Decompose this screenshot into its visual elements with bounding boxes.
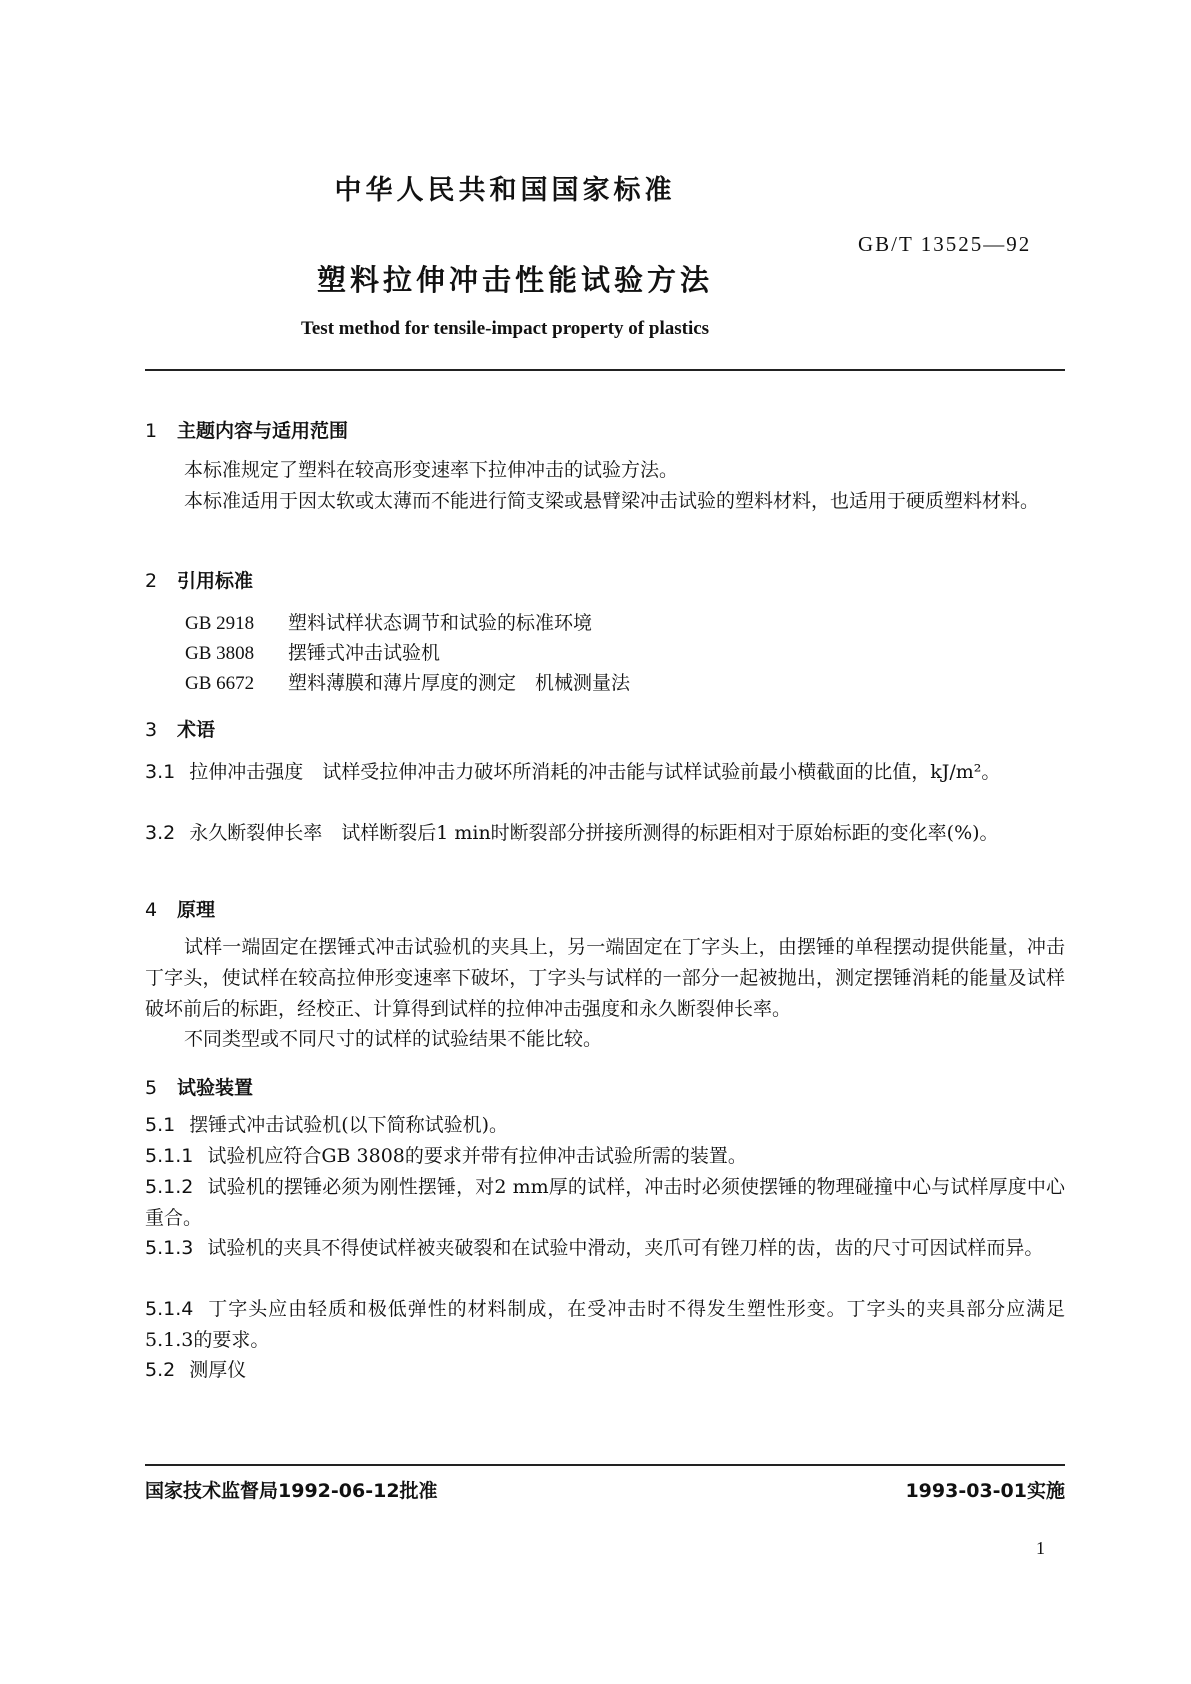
clause-5-1-3 [145, 1233, 1065, 1264]
section-2-heading [145, 566, 253, 593]
reference-code: GB 3808 [185, 643, 255, 664]
section-number: 1 [145, 420, 158, 442]
clause-number: 5.2 [145, 1359, 176, 1381]
clause-text: 试验机的摆锤必须为刚性摆锤，对2 mm厚的试样，冲击时必须使摆锤的物理碰撞中心与试样厚度中心重合。 [145, 1176, 1065, 1229]
section-title: 主题内容与适用范围 [177, 420, 349, 442]
clause-5-1-4 [145, 1294, 1065, 1356]
reference-item [185, 668, 630, 695]
clause-text: 摆锤式冲击试验机(以下简称试验机)。 [189, 1114, 509, 1136]
section-title: 原理 [177, 899, 216, 921]
section-number: 2 [145, 570, 158, 592]
clause-5-1 [145, 1110, 1065, 1141]
reference-name: 塑料薄膜和薄片厚度的测定 机械测量法 [288, 672, 631, 694]
clause-number: 5.1 [145, 1114, 176, 1136]
document-title-cn: 塑料拉伸冲击性能试验方法 [316, 263, 713, 297]
clause-text: 试验机的夹具不得使试样被夹破裂和在试验中滑动，夹爪可有锉刀样的齿，齿的尺寸可因试样而异。 [207, 1237, 1044, 1259]
footer-divider [145, 1464, 1065, 1466]
term-text: 永久断裂伸长率 试样断裂后1 min时断裂部分拼接所测得的标距相对于原始标距的变化率(%)。 [189, 822, 999, 844]
clause-number: 5.1.1 [145, 1145, 194, 1167]
term-text: 拉伸冲击强度 试样受拉伸冲击力破坏所消耗的冲击能与试样试验前最小横截面的比值，kJ/m²。 [189, 761, 1001, 783]
section-title: 试验装置 [177, 1077, 254, 1099]
section-4-paragraph-2: 不同类型或不同尺寸的试样的试验结果不能比较。 [184, 1028, 603, 1050]
header-divider [145, 369, 1065, 371]
section-number: 3 [145, 719, 158, 741]
section-4-paragraph-1: 试样一端固定在摆锤式冲击试验机的夹具上，另一端固定在丁字头上，由摆锤的单程摆动提供能量，冲击丁字头，使试样在较高拉伸形变速率下破坏，丁字头与试样的一部分一起被抛出，测定摆锤消耗的能量及试样破坏前后的标距，经校正、计算得到试样的拉伸冲击强度和永久断裂伸长率。 [145, 936, 1065, 1020]
reference-code: GB 2918 [185, 613, 255, 634]
national-standard-heading: 中华人民共和国国家标准 [334, 175, 676, 206]
standard-code: GB/T 13525—92 [858, 232, 1032, 256]
clause-text: 测厚仪 [189, 1359, 247, 1381]
term-3-1 [145, 757, 1065, 788]
clause-number: 5.1.4 [145, 1298, 194, 1320]
document-title-en: Test method for tensile-impact property of plastics [300, 318, 710, 339]
section-number: 5 [145, 1077, 158, 1099]
section-1-heading [145, 416, 348, 443]
section-5-heading [145, 1073, 253, 1100]
clause-5-1-2 [145, 1172, 1065, 1234]
reference-name: 摆锤式冲击试验机 [288, 642, 441, 664]
page-number: 1 [1036, 1538, 1045, 1558]
term-3-2 [145, 818, 1065, 849]
clause-number: 5.1.3 [145, 1237, 194, 1259]
approval-date: 国家技术监督局1992-06-12批准 [145, 1480, 438, 1502]
reference-item [185, 608, 592, 635]
clause-text: 试验机应符合GB 3808的要求并带有拉伸冲击试验所需的装置。 [207, 1145, 747, 1167]
section-title: 引用标准 [177, 570, 254, 592]
clause-text: 丁字头应由轻质和极低弹性的材料制成，在受冲击时不得发生塑性形变。丁字头的夹具部分应满足5.1.3的要求。 [145, 1298, 1065, 1351]
implementation-date: 1993-03-01实施 [905, 1480, 1065, 1502]
section-4-heading [145, 895, 215, 922]
reference-item [185, 638, 440, 665]
section-title: 术语 [177, 719, 216, 741]
section-1-paragraph-1: 本标准规定了塑料在较高形变速率下拉伸冲击的试验方法。 [184, 459, 679, 481]
clause-5-1-1 [145, 1141, 1065, 1172]
section-number: 4 [145, 899, 158, 921]
reference-name: 塑料试样状态调节和试验的标准环境 [288, 612, 593, 634]
reference-code: GB 6672 [185, 673, 255, 694]
clause-number: 5.1.2 [145, 1176, 194, 1198]
section-3-heading [145, 715, 215, 742]
clause-number: 3.1 [145, 761, 176, 783]
section-1-paragraph-2: 本标准适用于因太软或太薄而不能进行简支梁或悬臂梁冲击试验的塑料材料，也适用于硬质塑料材料。 [184, 490, 1040, 512]
clause-number: 3.2 [145, 822, 176, 844]
clause-5-2 [145, 1355, 1065, 1386]
